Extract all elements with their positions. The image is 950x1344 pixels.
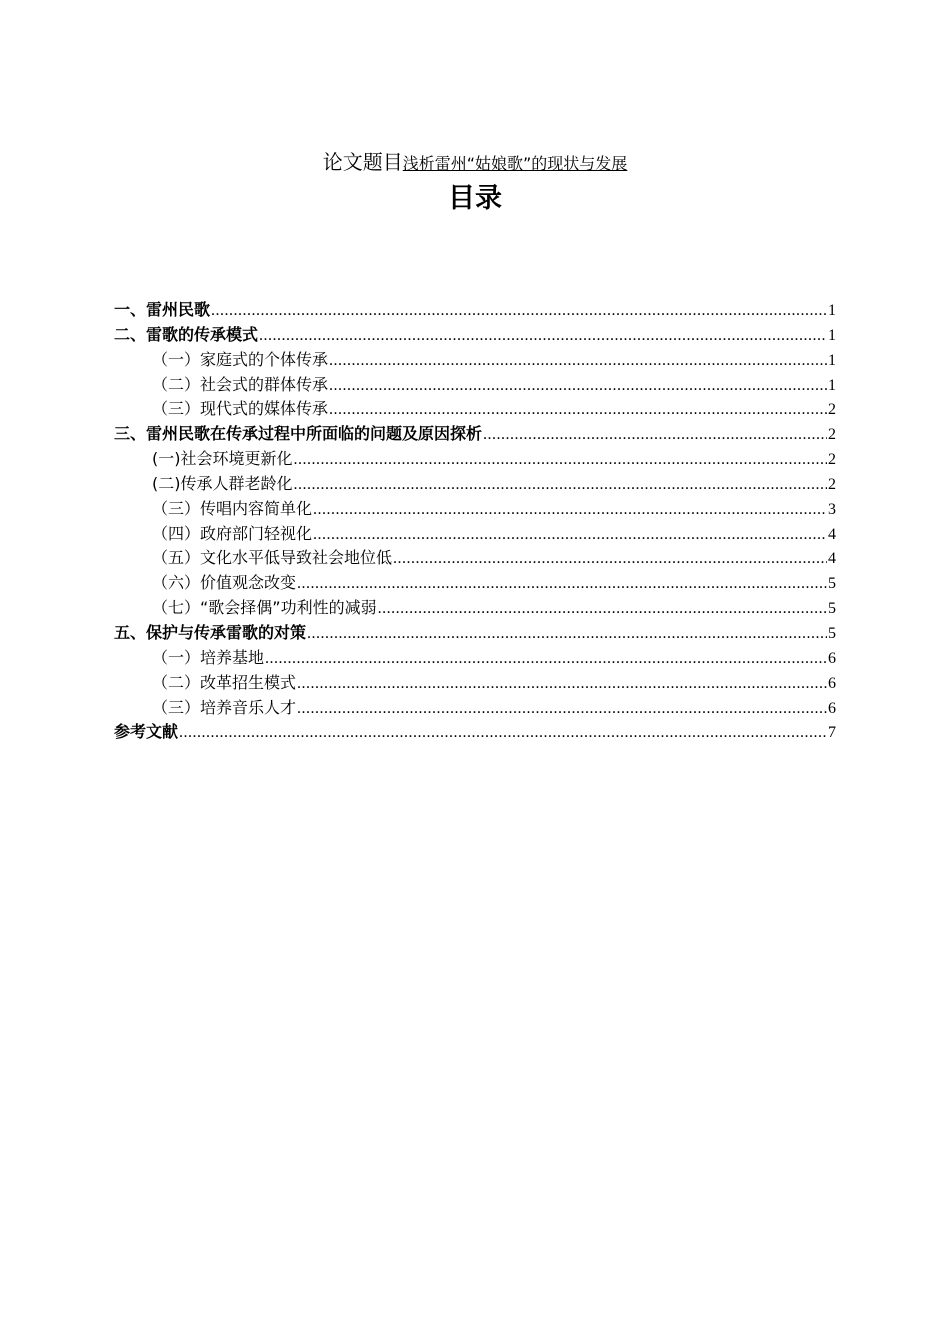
toc-entry[interactable] <box>114 497 836 522</box>
toc-entry[interactable] <box>114 348 836 373</box>
toc-entry-page-number: 6 <box>828 649 836 667</box>
toc-entry[interactable] <box>114 646 836 671</box>
toc-entry-page-number: 3 <box>828 500 836 518</box>
toc-entry-page-number: 6 <box>828 674 836 692</box>
toc-dot-leader <box>483 423 827 447</box>
toc-entry-label: （二）改革招生模式 <box>152 672 297 692</box>
toc-dot-leader <box>265 647 827 671</box>
toc-entry-label: （三）培养音乐人才 <box>152 697 297 717</box>
toc-entry[interactable] <box>114 571 836 596</box>
toc-entry-page-number: 2 <box>828 475 836 493</box>
toc-dot-leader <box>294 448 828 472</box>
toc-entry-label: 一、雷州民歌 <box>114 300 211 319</box>
toc-dot-leader <box>211 299 827 323</box>
toc-dot-leader <box>259 324 827 348</box>
toc-dot-leader <box>393 547 827 571</box>
toc-entry-label: 五、保护与传承雷歌的对策 <box>114 622 307 642</box>
toc-dot-leader <box>329 398 827 422</box>
thesis-title-line <box>0 148 950 178</box>
toc-entry[interactable] <box>114 422 836 447</box>
toc-entry-page-number: 4 <box>828 525 836 543</box>
toc-entry-label: （一）培养基地 <box>152 647 265 667</box>
toc-entry[interactable] <box>114 522 836 547</box>
toc-entry-page-number: 1 <box>828 376 836 394</box>
toc-entry[interactable] <box>114 472 836 497</box>
toc-entry-label: （三）现代式的媒体传承 <box>152 399 329 419</box>
toc-dot-leader <box>329 349 827 373</box>
toc-entry[interactable] <box>114 696 836 721</box>
toc-entry-page-number: 5 <box>828 600 836 618</box>
toc-dot-leader <box>179 721 827 745</box>
toc-entry-page-number: 4 <box>828 550 836 568</box>
toc-entry-page-number: 6 <box>828 699 836 717</box>
toc-entry-page-number: 1 <box>828 302 836 319</box>
toc-dot-leader <box>307 622 827 646</box>
toc-entry-page-number: 2 <box>828 426 836 444</box>
table-of-contents <box>114 298 836 745</box>
toc-dot-leader <box>294 473 828 497</box>
toc-entry[interactable] <box>114 720 836 745</box>
toc-entry-page-number: 7 <box>828 724 836 742</box>
toc-entry[interactable] <box>114 596 836 621</box>
toc-entry-page-number: 5 <box>828 624 836 642</box>
toc-dot-leader <box>378 597 827 621</box>
toc-entry-page-number: 1 <box>828 351 836 369</box>
toc-entry-label: （六）价值观念改变 <box>152 573 297 593</box>
toc-heading: 目录 <box>448 183 502 214</box>
toc-entry-label: （三）传唱内容简单化 <box>152 498 313 518</box>
toc-entry-label: （七）“歌会择偶”功利性的减弱 <box>152 598 377 618</box>
toc-dot-leader <box>313 498 827 522</box>
toc-entry-label: 三、雷州民歌在传承过程中所面临的问题及原因探析 <box>114 424 483 444</box>
thesis-title-label: 论文题目 <box>322 150 403 174</box>
toc-entry-label: (二)传承人群老龄化 <box>152 473 293 493</box>
toc-dot-leader <box>297 572 827 596</box>
toc-entry[interactable] <box>114 373 836 398</box>
toc-entry-label: （二）社会式的群体传承 <box>152 374 329 394</box>
toc-dot-leader <box>329 374 827 398</box>
toc-entry-page-number: 2 <box>828 451 836 469</box>
toc-entry[interactable] <box>114 546 836 571</box>
toc-dot-leader <box>297 672 827 696</box>
toc-entry[interactable] <box>114 397 836 422</box>
toc-entry-label: (一)社会环境更新化 <box>152 449 293 469</box>
toc-entry-label: （一）家庭式的个体传承 <box>152 349 329 369</box>
toc-entry[interactable] <box>114 323 836 348</box>
toc-dot-leader <box>297 697 827 721</box>
toc-entry-label: （四）政府部门轻视化 <box>152 523 313 543</box>
toc-entry-page-number: 1 <box>828 326 836 344</box>
toc-entry-label: 参考文献 <box>114 722 179 742</box>
toc-entry[interactable] <box>114 671 836 696</box>
toc-entry[interactable] <box>114 447 836 472</box>
toc-entry[interactable] <box>114 298 836 323</box>
toc-entry-page-number: 5 <box>828 575 836 593</box>
toc-dot-leader <box>313 523 827 547</box>
toc-entry-label: 二、雷歌的传承模式 <box>114 324 259 344</box>
toc-entry[interactable] <box>114 621 836 646</box>
thesis-title-text: 浅析雷州“姑娘歌”的现状与发展 <box>402 154 628 173</box>
toc-entry-label: （五）文化水平低导致社会地位低 <box>152 548 393 568</box>
toc-entry-page-number: 2 <box>828 401 836 419</box>
